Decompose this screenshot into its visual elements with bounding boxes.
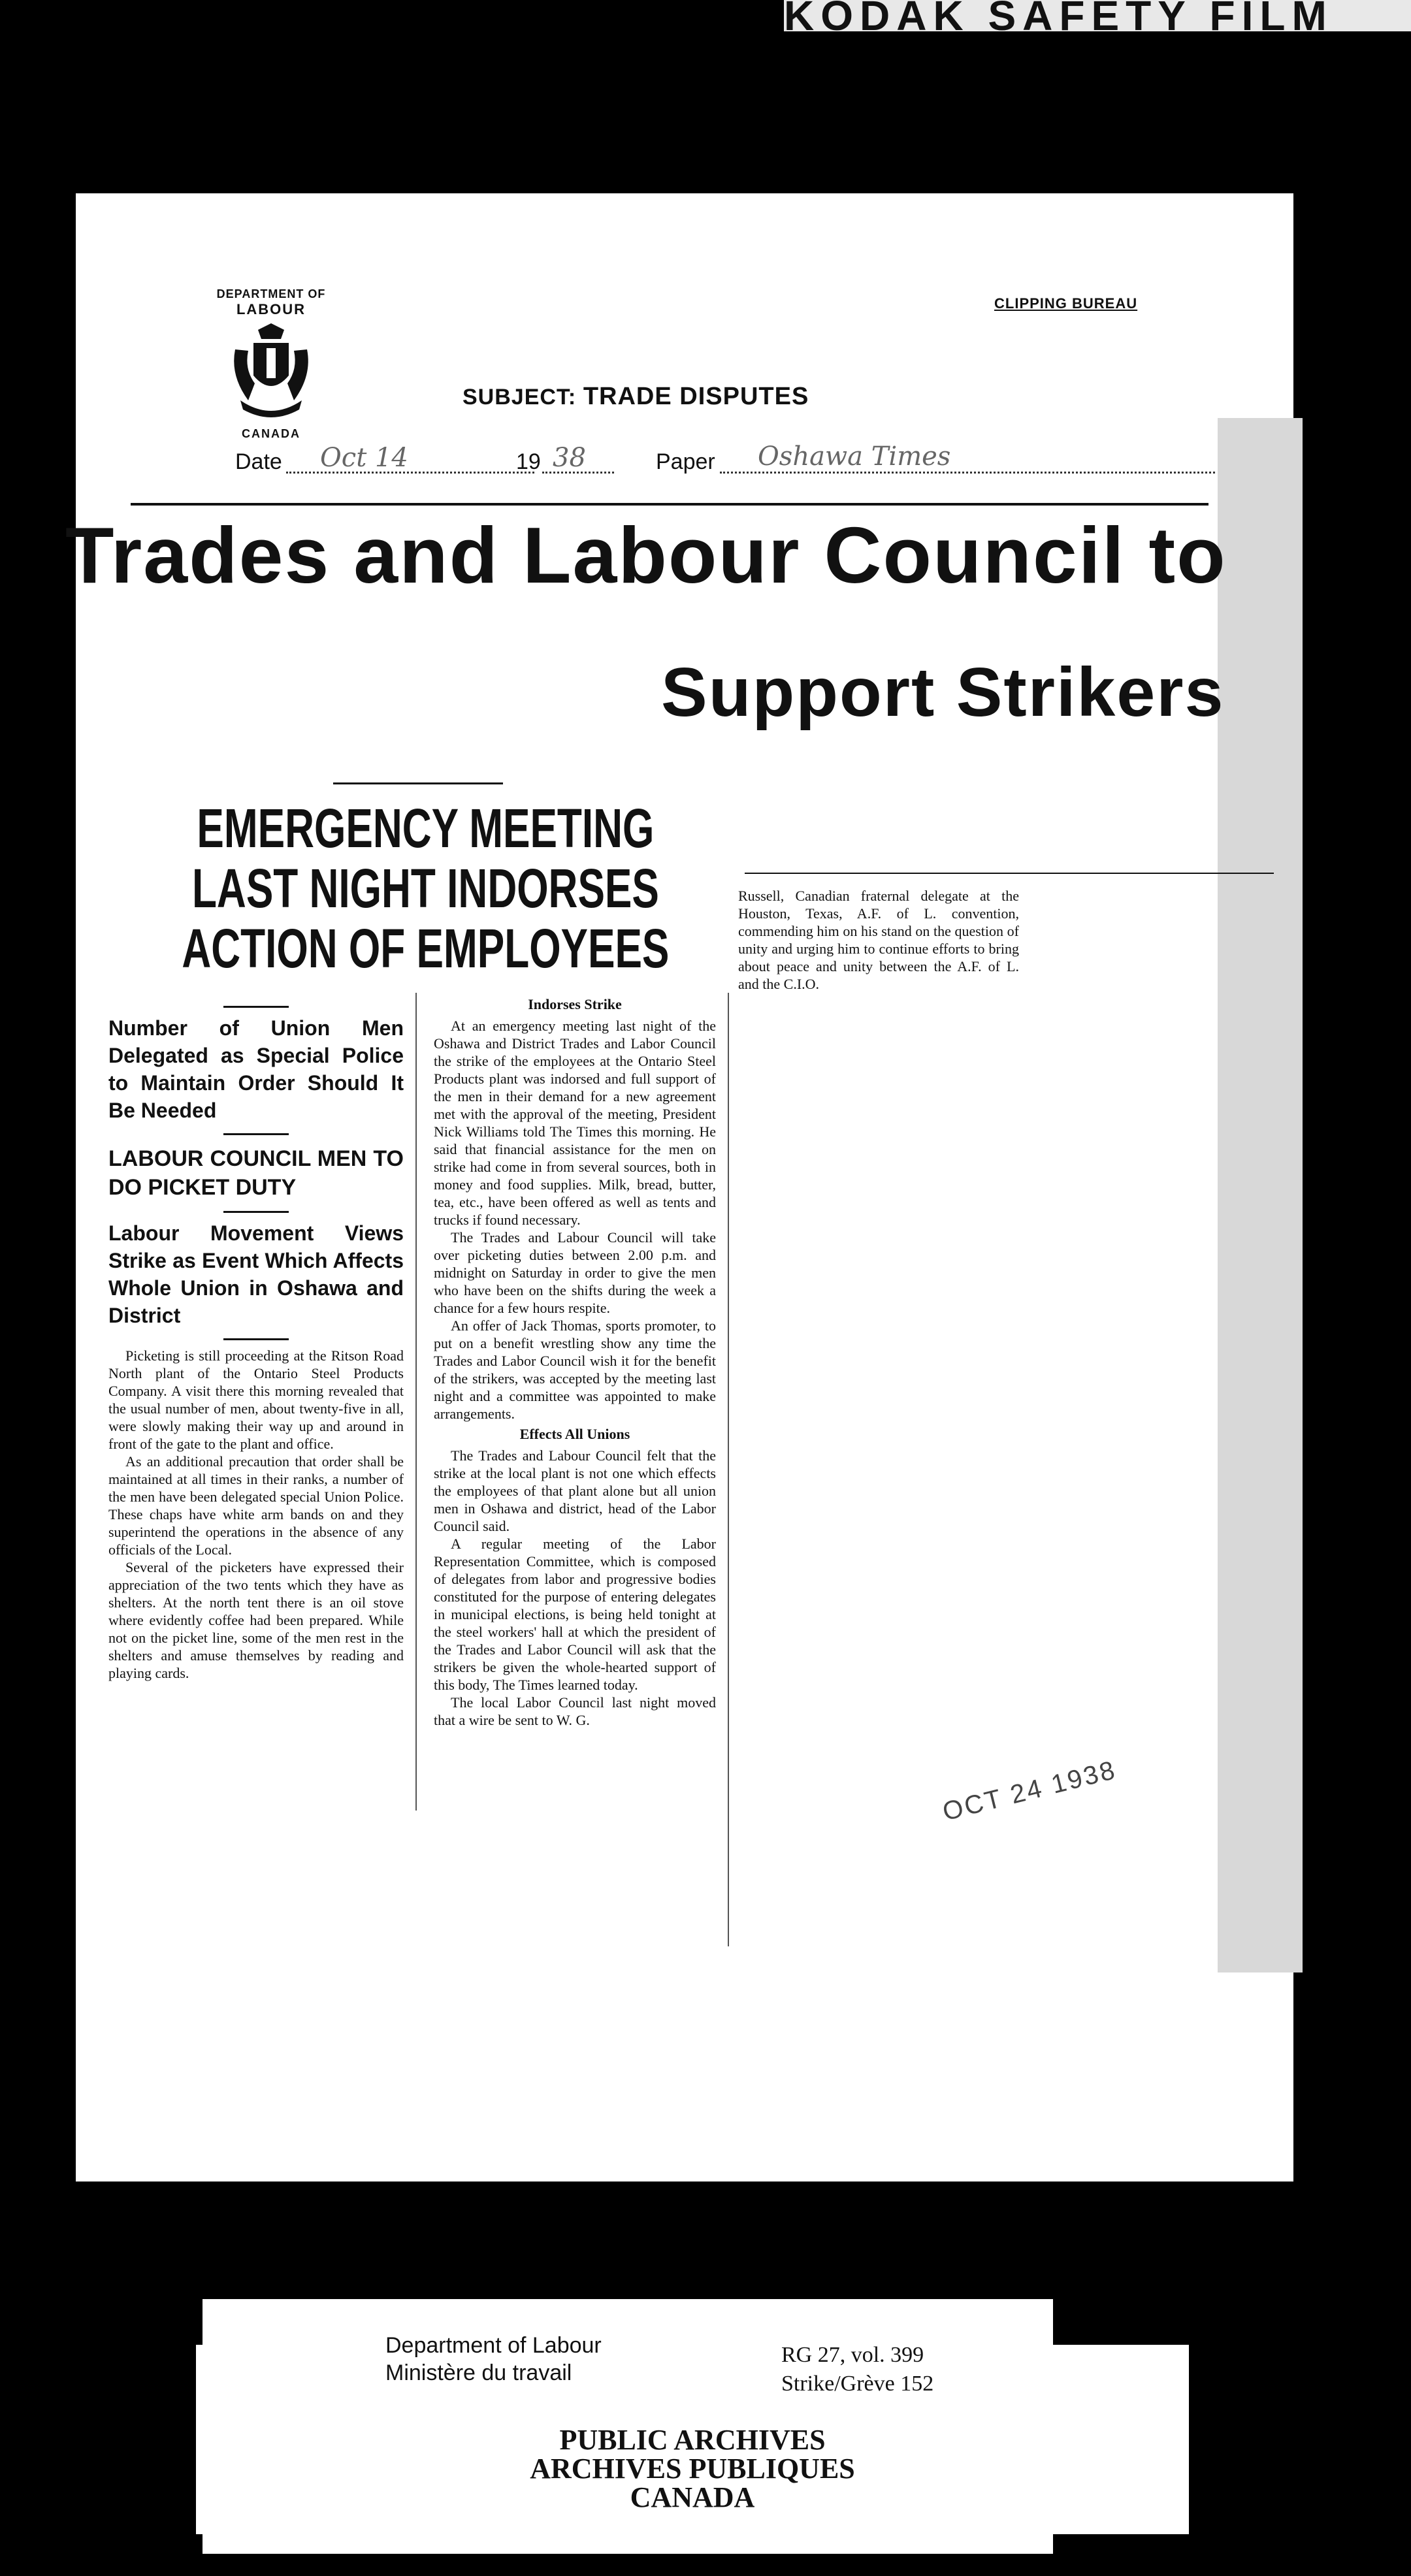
date-label: Date [235,449,282,474]
section-head-effects: Effects All Unions [519,1426,630,1442]
article-column-3 [738,887,1019,993]
dept-french: Ministère du travail [385,2360,572,2385]
deck-line-1: EMERGENCY MEETING [197,797,655,859]
column-rule [223,1338,289,1340]
paragraph: Picketing is still proceeding at the Ritson Road North plant of the Ontario Steel Products Company. A visit there this morning revealed that the usual number of men, about twenty-five in all, were slowly making their way up and around in front of the gate to the plant and office. [108,1347,404,1452]
received-date-stamp: OCT 24 1938 [939,1755,1120,1827]
headline-top-rule [131,503,1208,506]
article-column-2 [434,993,716,1729]
strike-number: Strike/Grève 152 [781,2372,934,2396]
archive-department [385,2332,602,2387]
record-group: RG 27, vol. 399 [781,2343,924,2367]
article-column-1 [108,999,404,1682]
paragraph: At an emergency meeting last night of the Oshawa and District Trades and Labor Council the strike of the employees at the Ontario Steel Products plant was indorsed and full support of the men in their demand for a new agreement met with the approval of the meeting, President Nick Williams told The Times this morning. He said that financial assistance for the men on strike had come in from several sources, both in money and food supplies. Milk, bread, butter, tea, etc., have been offered as well as tents and trucks if found necessary. [434,1018,716,1228]
deck-line-3: ACTION OF EMPLOYEES [182,918,670,979]
paper-value: Oshawa Times [758,442,951,472]
subject-line [462,383,809,411]
archives-english: PUBLIC ARCHIVES [559,2424,826,2456]
deck-line-2: LAST NIGHT INDORSES [191,858,659,919]
sheet-shadow [1218,418,1303,1972]
subject-value: TRADE DISPUTES [583,383,809,410]
paper-label: Paper [656,449,715,474]
column-rule [223,1133,289,1135]
paragraph: As an additional precaution that order shall be maintained at all times in their ranks, a number of the men have been delegated special Union Police. These chaps have white arm bands on and they superintend the operations in the absence of any officials of the Local. [108,1453,404,1558]
subject-label: SUBJECT: [462,385,577,410]
dept-name: LABOUR [236,301,306,317]
column-rule [223,1006,289,1008]
archives-country: CANADA [630,2481,755,2513]
column-divider-1 [415,993,417,1811]
headline-line-2: Support Strikers [661,654,1225,731]
department-letterhead [189,287,353,441]
year-prefix: 19 [516,449,541,474]
paragraph: The local Labor Council last night moved that a wire be sent to W. G. [434,1694,716,1728]
headline-short-rule [333,782,503,784]
year-value: 38 [553,443,586,473]
clipping-bureau-label: CLIPPING BUREAU [994,295,1138,312]
film-edge-marking: KODAK SAFETY FILM [784,0,1411,31]
paragraph: Russell, Canadian fraternal delegate at the Houston, Texas, A.F. of L. convention, commending him on his stand on the question of unity and urging him to continue efforts to bring about peace and unity between the A.F. of L. and the C.I.O. [738,888,1019,992]
paragraph: A regular meeting of the Labor Representation Committee, which is composed of delegates from labor and progressive bodies constituted for the purpose of entering delegates in municipal elections, is being held tonight at the steel workers' hall at which the president of the Trades and Labor Council will ask that the strikers be given the whole-hearted support of this body, The Times learned today. [434,1536,716,1693]
sub-headline-2: LABOUR COUNCIL MEN TO DO PICKET DUTY [108,1146,404,1200]
sub-headline-3: Labour Movement Views Strike as Event Which Affects Whole Union in Oshawa and District [108,1221,404,1327]
date-paper-line [157,442,1215,482]
archive-reference [781,2341,933,2398]
label-tab-right [1045,2345,1189,2534]
dept-line: DEPARTMENT OF [216,287,326,300]
deck-headline [131,798,721,978]
archives-title [418,2426,967,2512]
dept-english: Department of Labour [385,2333,602,2358]
column-rule [223,1211,289,1213]
section-head-indorses: Indorses Strike [528,996,622,1012]
paragraph: Several of the picketers have expressed their appreciation of the two tents which they have as shelters. At the north tent there is an oil stove where evidently coffee had been prepared. While not on the picket line, some of the men rest in the shelters and amuse themselves by reading and playing cards. [108,1559,404,1681]
sub-headline-1: Number of Union Men Delegated as Special Police to Maintain Order Should It Be Needed [108,1016,404,1122]
headline-line-1: Trades and Labour Council to [65,511,1227,600]
column-divider-2 [728,993,729,1946]
dept-country: CANADA [242,427,300,440]
date-value: Oct 14 [320,443,408,473]
coat-of-arms-icon [229,323,314,421]
paragraph: The Trades and Labour Council will take over picketing duties between 2.00 p.m. and midnight on Saturday in order to give the men who have been on the shifts during the week a chance for a few hours respite. [434,1229,716,1316]
headline-bottom-rule [745,873,1274,874]
paragraph: An offer of Jack Thomas, sports promoter, to put on a benefit wrestling show any time the Trades and Labor Council wish it for the benefit of the strikers, was accepted by the meeting last night and a committee was appointed to make arrangements. [434,1317,716,1422]
paragraph: The Trades and Labour Council felt that the strike at the local plant is not one which effects the employees of that plant alone but all union men in Oshawa and district, head of the Labor Council said. [434,1447,716,1534]
archives-french: ARCHIVES PUBLIQUES [530,2453,855,2485]
